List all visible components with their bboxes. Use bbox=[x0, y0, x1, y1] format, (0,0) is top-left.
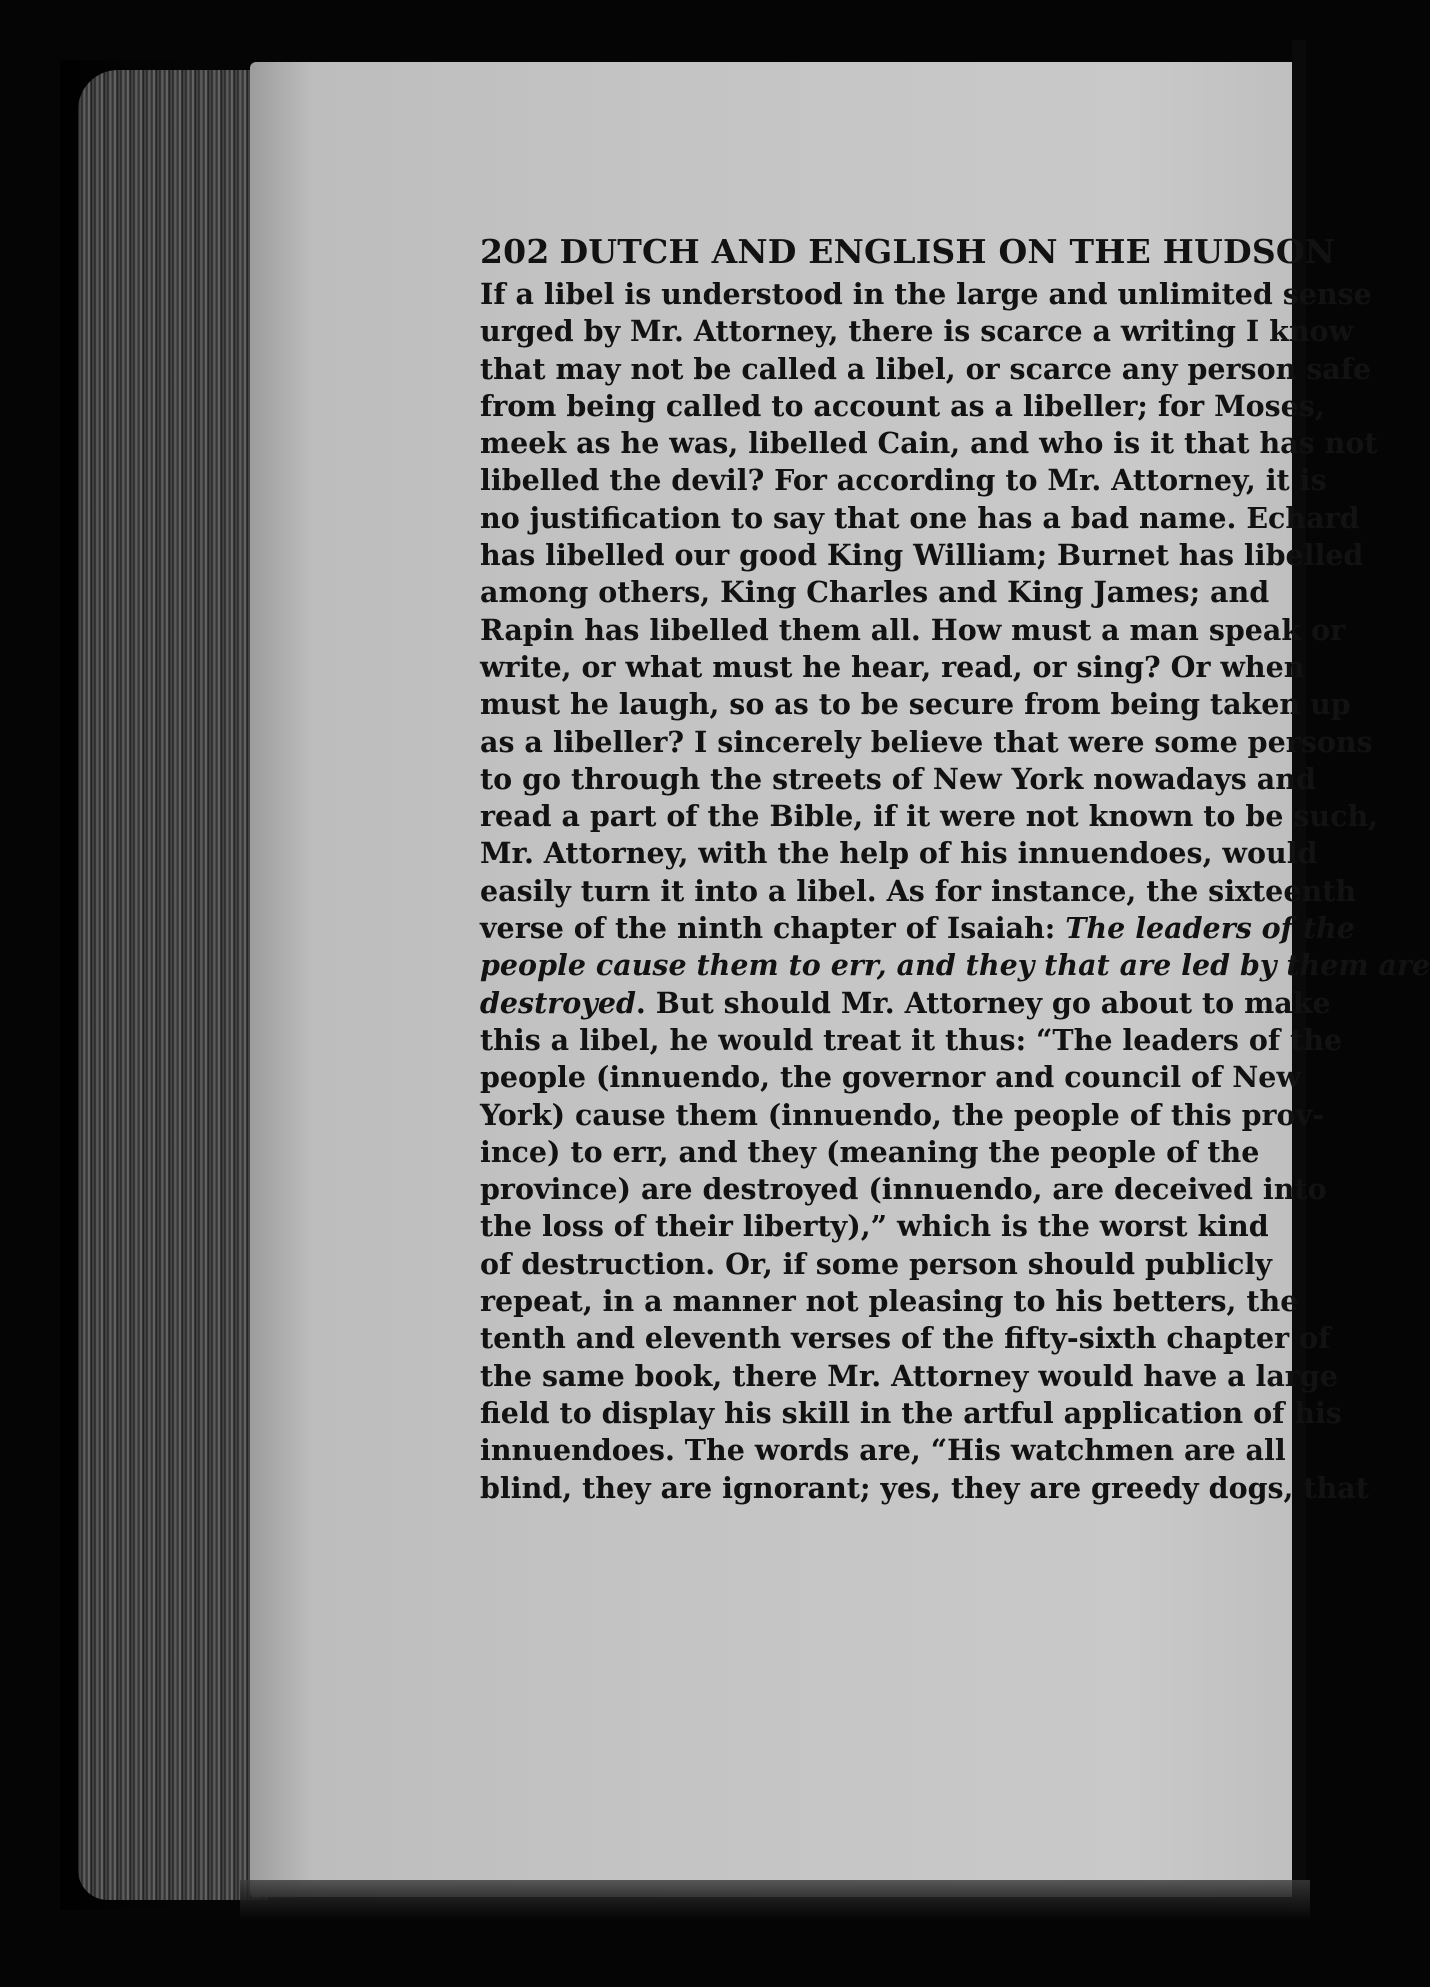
text-span: ince) to err, and they (meaning the people of the bbox=[480, 1134, 1260, 1169]
text-line bbox=[480, 1134, 1260, 1171]
text-line bbox=[480, 1358, 1338, 1395]
text-line bbox=[480, 537, 1364, 574]
text-span: field to display his skill in the artful application of his bbox=[480, 1395, 1342, 1430]
page-text bbox=[480, 232, 1430, 1507]
text-span: easily turn it into a libel. As for instance, the sixteenth bbox=[480, 873, 1357, 908]
running-head bbox=[480, 232, 1336, 272]
text-span: must he laugh, so as to be secure from being taken up bbox=[480, 687, 1351, 722]
text-line bbox=[480, 1097, 1324, 1134]
text-span: this a libel, he would treat it thus: “The leaders of the bbox=[480, 1022, 1343, 1057]
text-span: the loss of their liberty),” which is the worst kind bbox=[480, 1209, 1269, 1244]
page-bottom-shadow bbox=[240, 1880, 1310, 1920]
stacked-page-edges bbox=[78, 70, 268, 1900]
text-span: of destruction. Or, if some person should publicly bbox=[480, 1246, 1272, 1281]
text-span: that may not be called a libel, or scarce any person safe bbox=[480, 351, 1372, 386]
text-line bbox=[480, 910, 1355, 947]
italic-text-span: destroyed bbox=[480, 985, 636, 1020]
text-line bbox=[480, 1208, 1269, 1245]
text-span: to go through the streets of New York nowadays and bbox=[480, 761, 1316, 796]
text-span: Mr. Attorney, with the help of his innuendoes, would bbox=[480, 836, 1318, 871]
text-line bbox=[480, 761, 1316, 798]
text-span: repeat, in a manner not pleasing to his betters, the bbox=[480, 1284, 1299, 1319]
text-span: read a part of the Bible, if it were not known to be such, bbox=[480, 799, 1379, 834]
text-span: libelled the devil? For according to Mr. Attorney, it is bbox=[480, 463, 1327, 498]
body-text bbox=[480, 276, 1430, 1507]
text-line bbox=[480, 388, 1325, 425]
text-line bbox=[480, 1246, 1272, 1283]
text-span: province) are destroyed (innuendo, are deceived into bbox=[480, 1172, 1327, 1207]
text-line bbox=[480, 947, 1430, 984]
text-span: blind, they are ignorant; yes, they are greedy dogs, that bbox=[480, 1470, 1369, 1505]
text-line bbox=[480, 425, 1378, 462]
text-line bbox=[480, 574, 1270, 611]
text-line bbox=[480, 313, 1354, 350]
text-line bbox=[480, 1395, 1342, 1432]
text-line bbox=[480, 462, 1327, 499]
text-line bbox=[480, 873, 1357, 910]
page-number: 202 bbox=[480, 232, 550, 271]
text-span: as a libeller? I sincerely believe that were some persons bbox=[480, 724, 1373, 759]
text-span: meek as he was, libelled Cain, and who is it that has not bbox=[480, 426, 1378, 461]
text-line bbox=[480, 985, 1331, 1022]
text-line bbox=[480, 1022, 1343, 1059]
text-span: has libelled our good King William; Burnet has libelled bbox=[480, 538, 1364, 573]
text-line bbox=[480, 724, 1373, 761]
text-line bbox=[480, 612, 1346, 649]
text-line bbox=[480, 649, 1305, 686]
text-span: verse of the ninth chapter of Isaiah: bbox=[480, 911, 1066, 946]
text-span: York) cause them (innuendo, the people of this prov- bbox=[480, 1097, 1324, 1132]
text-span: write, or what must he hear, read, or sing? Or when bbox=[480, 649, 1305, 684]
text-span: If a libel is understood in the large and unlimited sense bbox=[480, 277, 1372, 311]
text-span: people (innuendo, the governor and council of New bbox=[480, 1060, 1301, 1095]
italic-text-span: people cause them to err, and they that are led by them are bbox=[480, 948, 1430, 983]
text-line bbox=[480, 276, 1372, 313]
text-line bbox=[480, 1470, 1369, 1507]
text-span: from being called to account as a libeller; for Moses, bbox=[480, 388, 1325, 423]
running-title: DUTCH AND ENGLISH ON THE HUDSON bbox=[559, 232, 1336, 271]
text-line bbox=[480, 686, 1351, 723]
text-line bbox=[480, 351, 1372, 388]
text-line bbox=[480, 835, 1318, 872]
italic-text-span: The leaders of the bbox=[1065, 911, 1355, 946]
text-line bbox=[480, 1320, 1331, 1357]
text-line bbox=[480, 1059, 1301, 1096]
text-line bbox=[480, 1432, 1286, 1469]
text-span: the same book, there Mr. Attorney would have a large bbox=[480, 1358, 1338, 1393]
text-line bbox=[480, 798, 1379, 835]
text-span: Rapin has libelled them all. How must a man speak or bbox=[480, 612, 1346, 647]
text-span: among others, King Charles and King James; and bbox=[480, 575, 1270, 610]
text-line bbox=[480, 1283, 1299, 1320]
text-line bbox=[480, 1171, 1327, 1208]
text-span: no justification to say that one has a bad name. Echard bbox=[480, 500, 1360, 535]
text-span: . But should Mr. Attorney go about to make bbox=[635, 985, 1331, 1020]
text-span: urged by Mr. Attorney, there is scarce a writing I know bbox=[480, 314, 1354, 349]
text-span: innuendoes. The words are, “His watchmen are all bbox=[480, 1433, 1286, 1468]
text-span: tenth and eleventh verses of the fifty-sixth chapter of bbox=[480, 1321, 1331, 1356]
text-line bbox=[480, 500, 1360, 537]
